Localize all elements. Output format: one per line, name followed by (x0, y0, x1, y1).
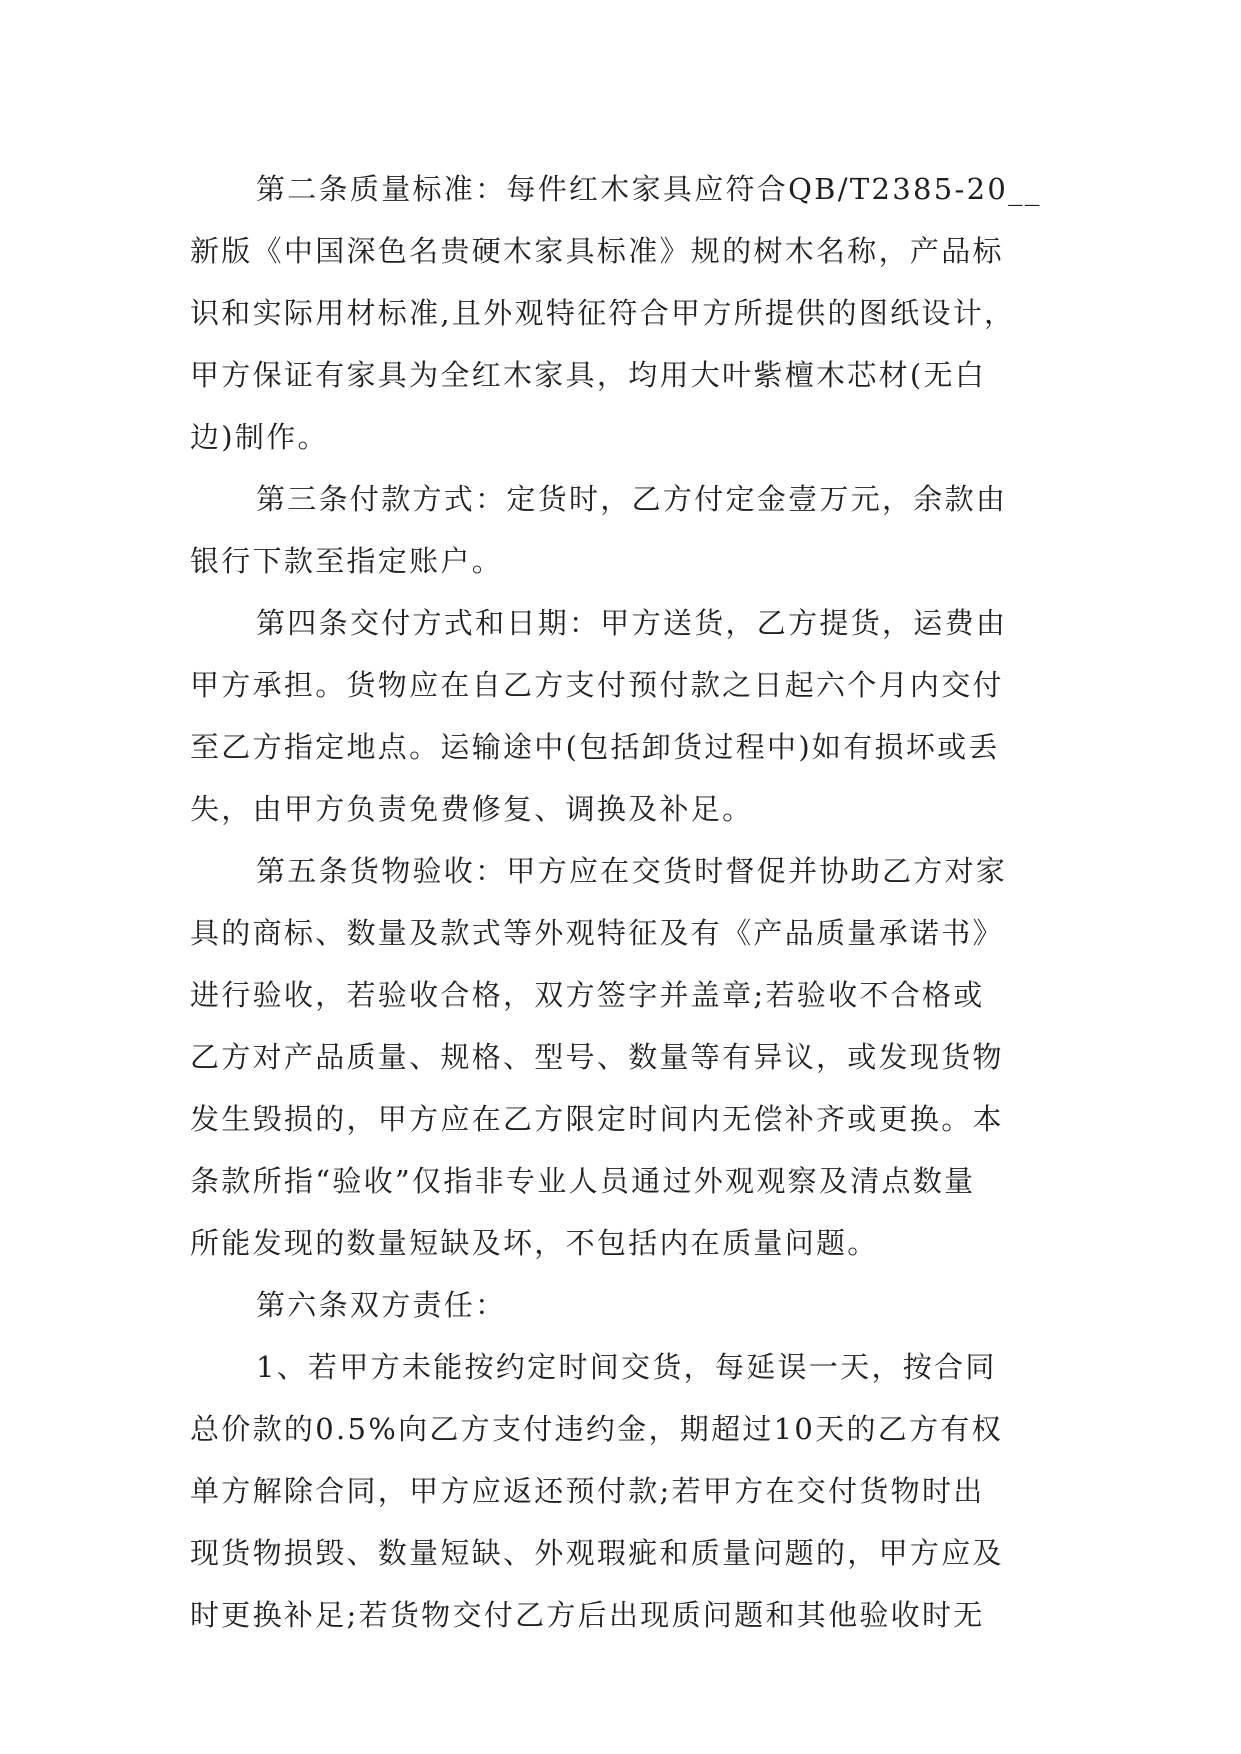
text-line: 边)制作。 (190, 420, 329, 454)
text-line: 失，由甲方负责免费修复、调换及补足。 (190, 792, 754, 826)
text-line: 进行验收，若验收合格，双方签字并盖章;若验收不合格或 (190, 978, 985, 1012)
paragraph-article-6-item-1 (190, 1336, 1090, 1646)
text-line: 现货物损毁、数量短缺、外观瑕疵和质量问题的，甲方应及 (190, 1536, 1004, 1570)
text-line: 银行下款至指定账户。 (190, 544, 504, 578)
paragraph-article-3 (190, 468, 1090, 592)
text-line: 第二条质量标准：每件红木家具应符合QB/T2385-20__ (256, 172, 1042, 206)
text-line: 时更换补足;若货物交付乙方后出现质问题和其他验收时无 (190, 1598, 985, 1632)
text-line: 1、若甲方未能按约定时间交货，每延误一天，按合同 (256, 1350, 997, 1384)
text-line: 第三条付款方式：定货时，乙方付定金壹万元，余款由 (256, 482, 1008, 516)
text-line: 第五条货物验收：甲方应在交货时督促并协助乙方对家 (256, 854, 1008, 888)
text-line: 条款所指“验收”仅指非专业人员通过外观观察及清点数量 (190, 1164, 976, 1198)
paragraph-article-4 (190, 592, 1090, 840)
document-body (190, 158, 1090, 1646)
text-line: 第四条交付方式和日期：甲方送货，乙方提货，运费由 (256, 606, 1008, 640)
paragraph-article-2 (190, 158, 1090, 468)
text-line: 单方解除合同，甲方应返还预付款;若甲方在交付货物时出 (190, 1474, 985, 1508)
text-line: 乙方对产品质量、规格、型号、数量等有异议，或发现货物 (190, 1040, 1004, 1074)
text-line: 至乙方指定地点。运输途中(包括卸货过程中)如有损坏或丢 (190, 730, 1000, 764)
text-line: 识和实际用材标准,且外观特征符合甲方所提供的图纸设计， (190, 296, 1016, 330)
text-line: 具的商标、数量及款式等外观特征及有《产品质量承诺书》 (190, 916, 1004, 950)
paragraph-article-6-heading (190, 1274, 1090, 1336)
text-line: 新版《中国深色名贵硬木家具标准》规的树木名称，产品标 (190, 234, 1004, 268)
text-line: 所能发现的数量短缺及坏，不包括内在质量问题。 (190, 1226, 879, 1260)
text-line: 甲方承担。货物应在自乙方支付预付款之日起六个月内交付 (190, 668, 1004, 702)
text-line: 发生毁损的，甲方应在乙方限定时间内无偿补齐或更换。本 (190, 1102, 1004, 1136)
text-line: 甲方保证有家具为全红木家具，均用大叶紫檀木芯材(无白 (190, 358, 987, 392)
paragraph-article-5 (190, 840, 1090, 1274)
text-line: 总价款的0.5%向乙方支付违约金，期超过10天的乙方有权 (190, 1412, 1003, 1446)
text-line: 第六条双方责任： (256, 1288, 507, 1322)
